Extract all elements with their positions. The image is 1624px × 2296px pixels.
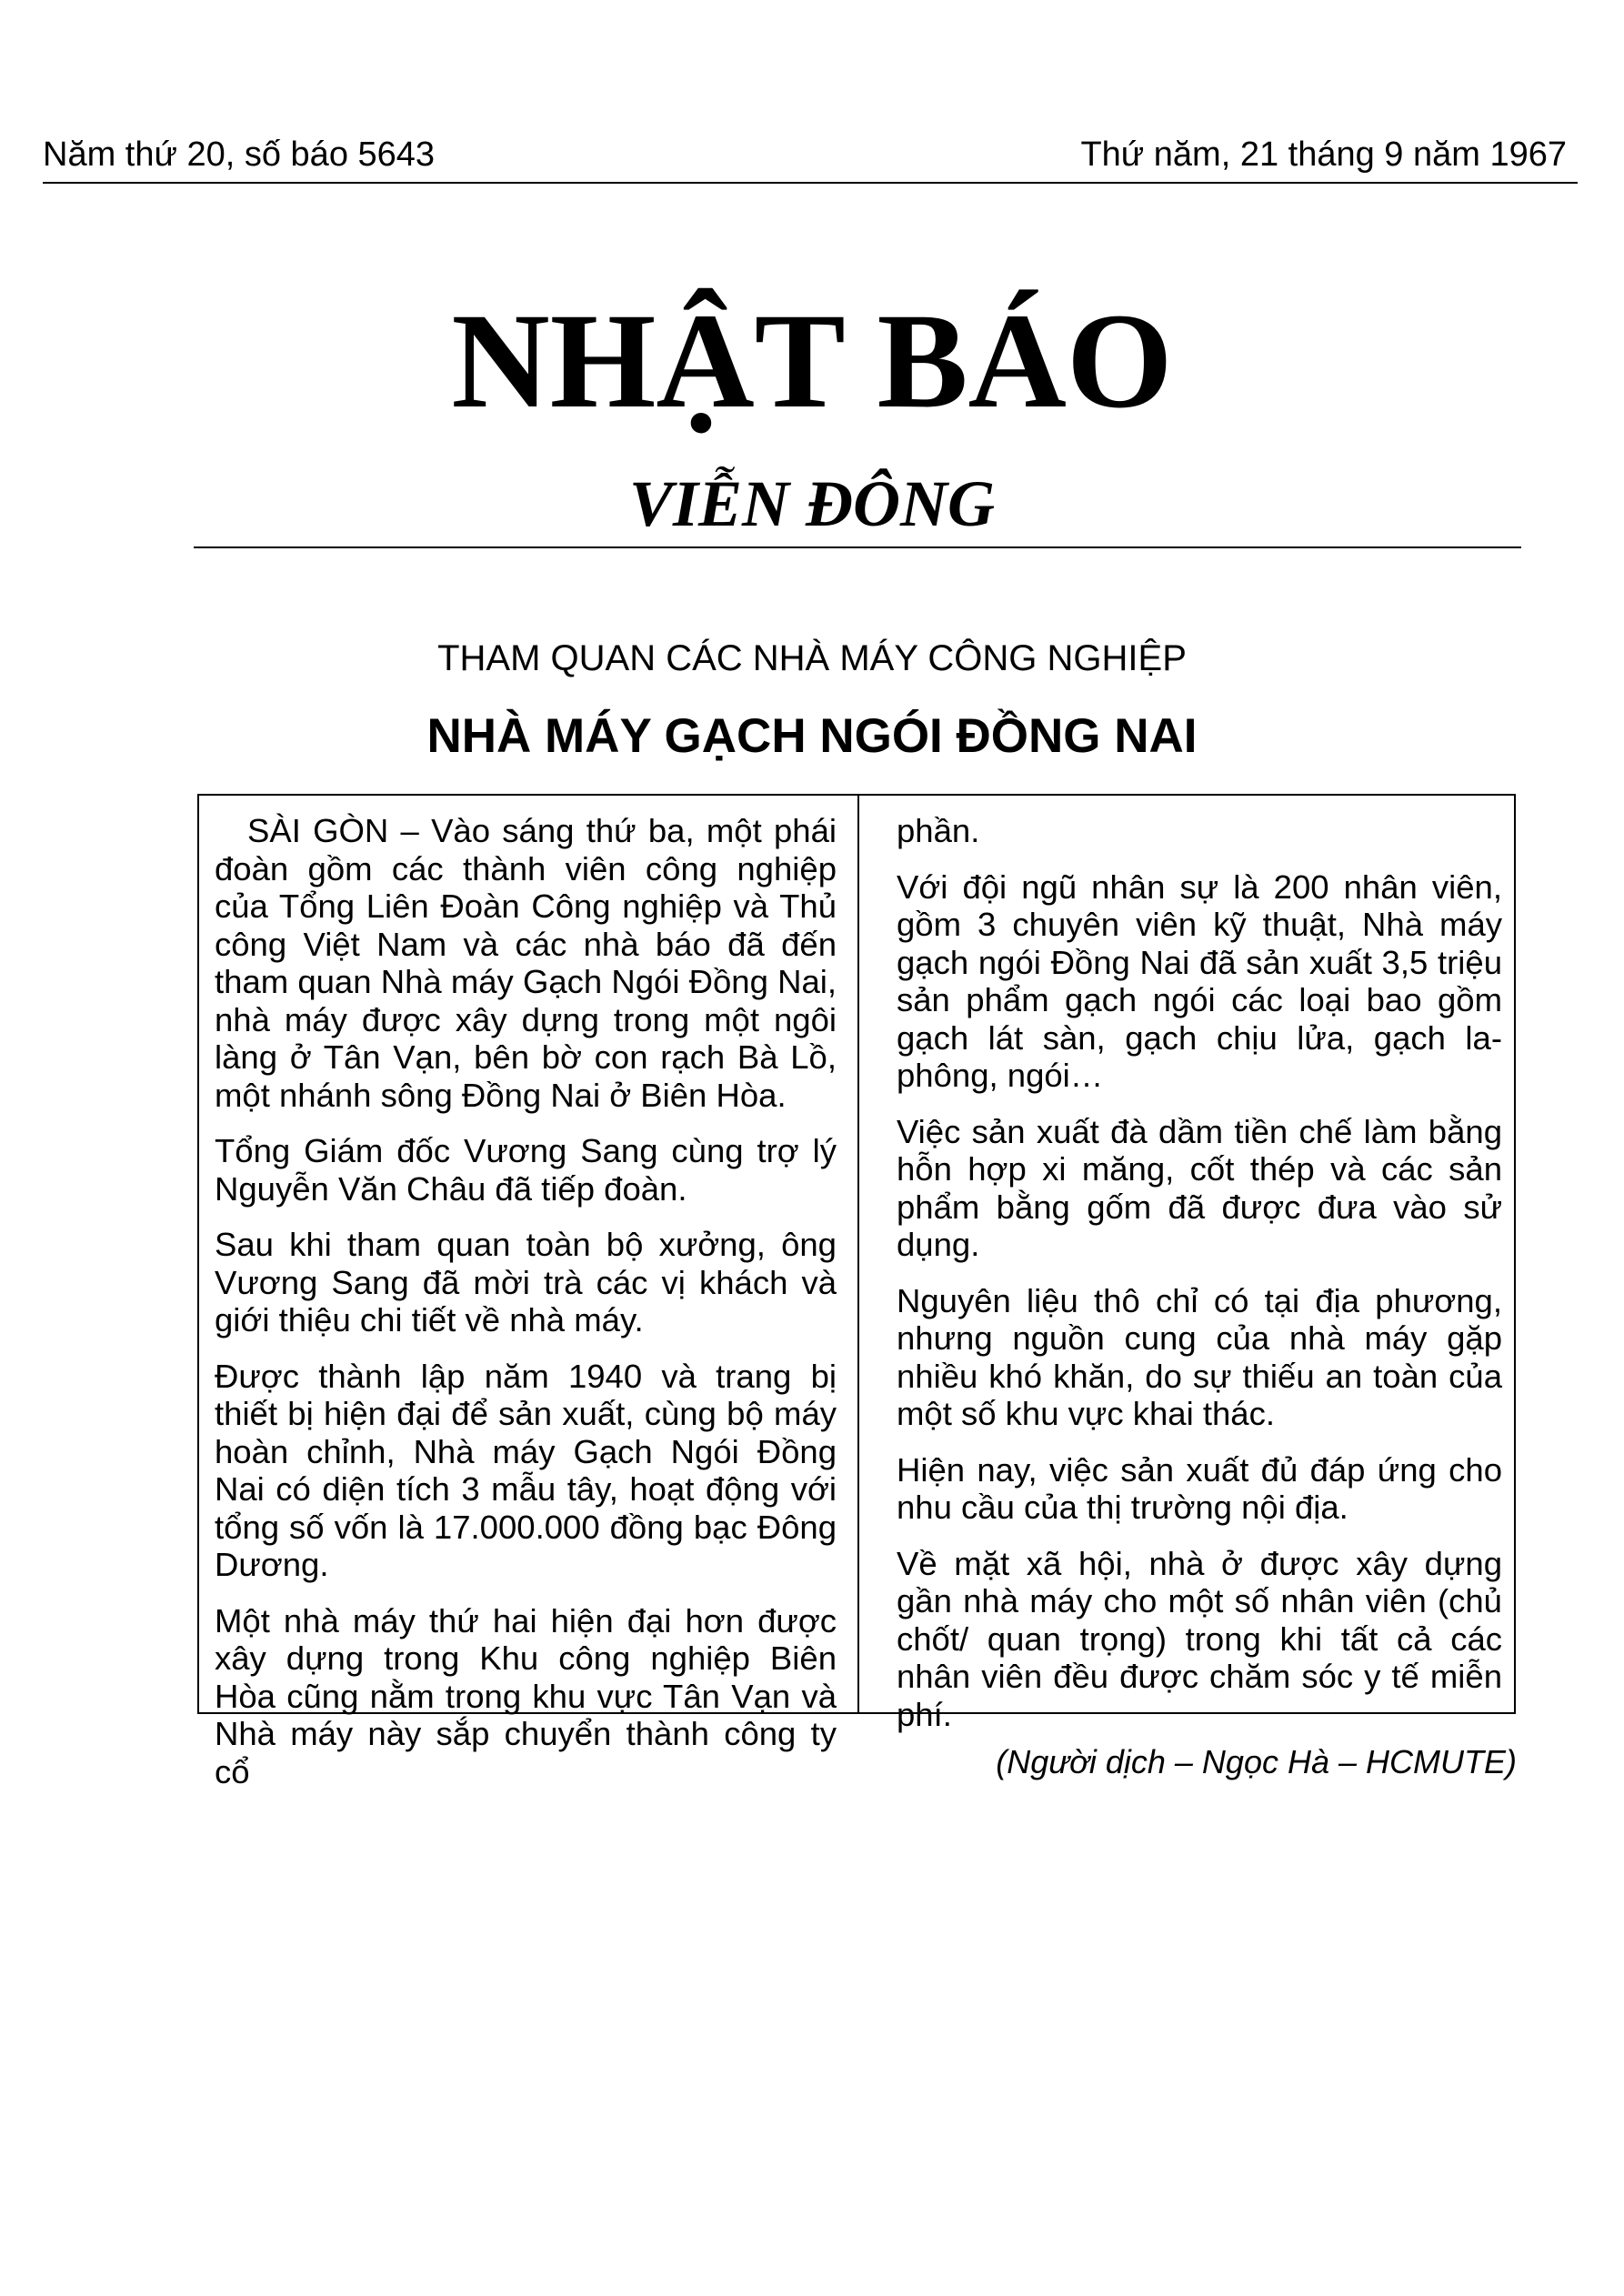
paragraph: Với đội ngũ nhân sự là 200 nhân viên, gồm 3 chuyên viên kỹ thuật, Nhà máy gạch ngói Đồng Nai đã sản xuất 3,5 triệu sản phẩm gạch ngói các loại bao gồm gạch lát sàn, gạch chịu lửa, gạch la-phông, ngói… xyxy=(897,867,1502,1094)
paragraph: Sau khi tham quan toàn bộ xưởng, ông Vương Sang đã mời trà các vị khách và giới thiệu chi tiết về nhà máy. xyxy=(215,1226,837,1338)
paragraph: phần. xyxy=(897,812,980,849)
paragraph: Hiện nay, việc sản xuất đủ đáp ứng cho nhu cầu của thị trường nội địa. xyxy=(897,1450,1502,1526)
masthead-divider xyxy=(194,546,1521,548)
newspaper-title: NHẬT BÁO xyxy=(451,286,1173,436)
translator-credit: (Người dịch – Ngọc Hà – HCMUTE) xyxy=(996,1743,1517,1780)
article-headline: NHÀ MÁY GẠCH NGÓI ĐỒNG NAI xyxy=(426,709,1198,763)
paragraph: Được thành lập năm 1940 và trang bị thiết bị hiện đại để sản xuất, cùng bộ máy hoàn chỉnh, Nhà máy Gạch Ngói Đồng Nai có diện tích 3 mẫu tây, hoạt động với tổng số vốn là 17.000.000 đồng bạc Đông Dương. xyxy=(215,1357,837,1583)
paragraph: Việc sản xuất đà dầm tiền chế làm bằng hỗn hợp xi măng, cốt thép và các sản phẩm bằng gốm đã được đưa vào sử dụng. xyxy=(897,1112,1502,1263)
article-kicker: THAM QUAN CÁC NHÀ MÁY CÔNG NGHIỆP xyxy=(437,638,1187,678)
paragraph: Một nhà máy thứ hai hiện đại hơn được xây dựng trong Khu công nghiệp Biên Hòa cũng nằm trong khu vực Tân Vạn và Nhà máy này sắp chuyển thành công ty cổ xyxy=(215,1601,837,1790)
paragraph: Về mặt xã hội, nhà ở được xây dựng gần nhà máy cho một số nhân viên (chủ chốt/ quan trọng) trong khi tất cả các nhân viên đều được chăm sóc y tế miễn phí. xyxy=(897,1544,1502,1733)
right-column xyxy=(897,812,1502,1751)
column-divider xyxy=(857,796,859,1712)
paragraph: Nguyên liệu thô chỉ có tại địa phương, nhưng nguồn cung của nhà máy gặp nhiều khó khăn, do sự thiếu an toàn của một số khu vực khai thác. xyxy=(897,1281,1502,1432)
issue-number: Năm thứ 20, số báo 5643 xyxy=(43,135,436,174)
paragraph: SÀI GÒN – Vào sáng thứ ba, một phái đoàn gồm các thành viên công nghiệp của Tổng Liên Đoàn Công nghiệp và Thủ công Việt Nam và các nhà báo đã đến tham quan Nhà máy Gạch Ngói Đồng Nai, nhà máy được xây dựng trong một ngôi làng ở Tân Vạn, bên bờ con rạch Bà Lồ, một nhánh sông Đồng Nai ở Biên Hòa. xyxy=(215,812,837,1114)
newspaper-subtitle: VIỄN ĐÔNG xyxy=(628,467,996,540)
left-column xyxy=(215,812,837,1809)
paragraph: Tổng Giám đốc Vương Sang cùng trợ lý Nguyễn Văn Châu đã tiếp đoàn. xyxy=(215,1132,837,1208)
issue-header xyxy=(43,135,1578,184)
issue-date: Thứ năm, 21 tháng 9 năm 1967 xyxy=(1080,135,1567,174)
